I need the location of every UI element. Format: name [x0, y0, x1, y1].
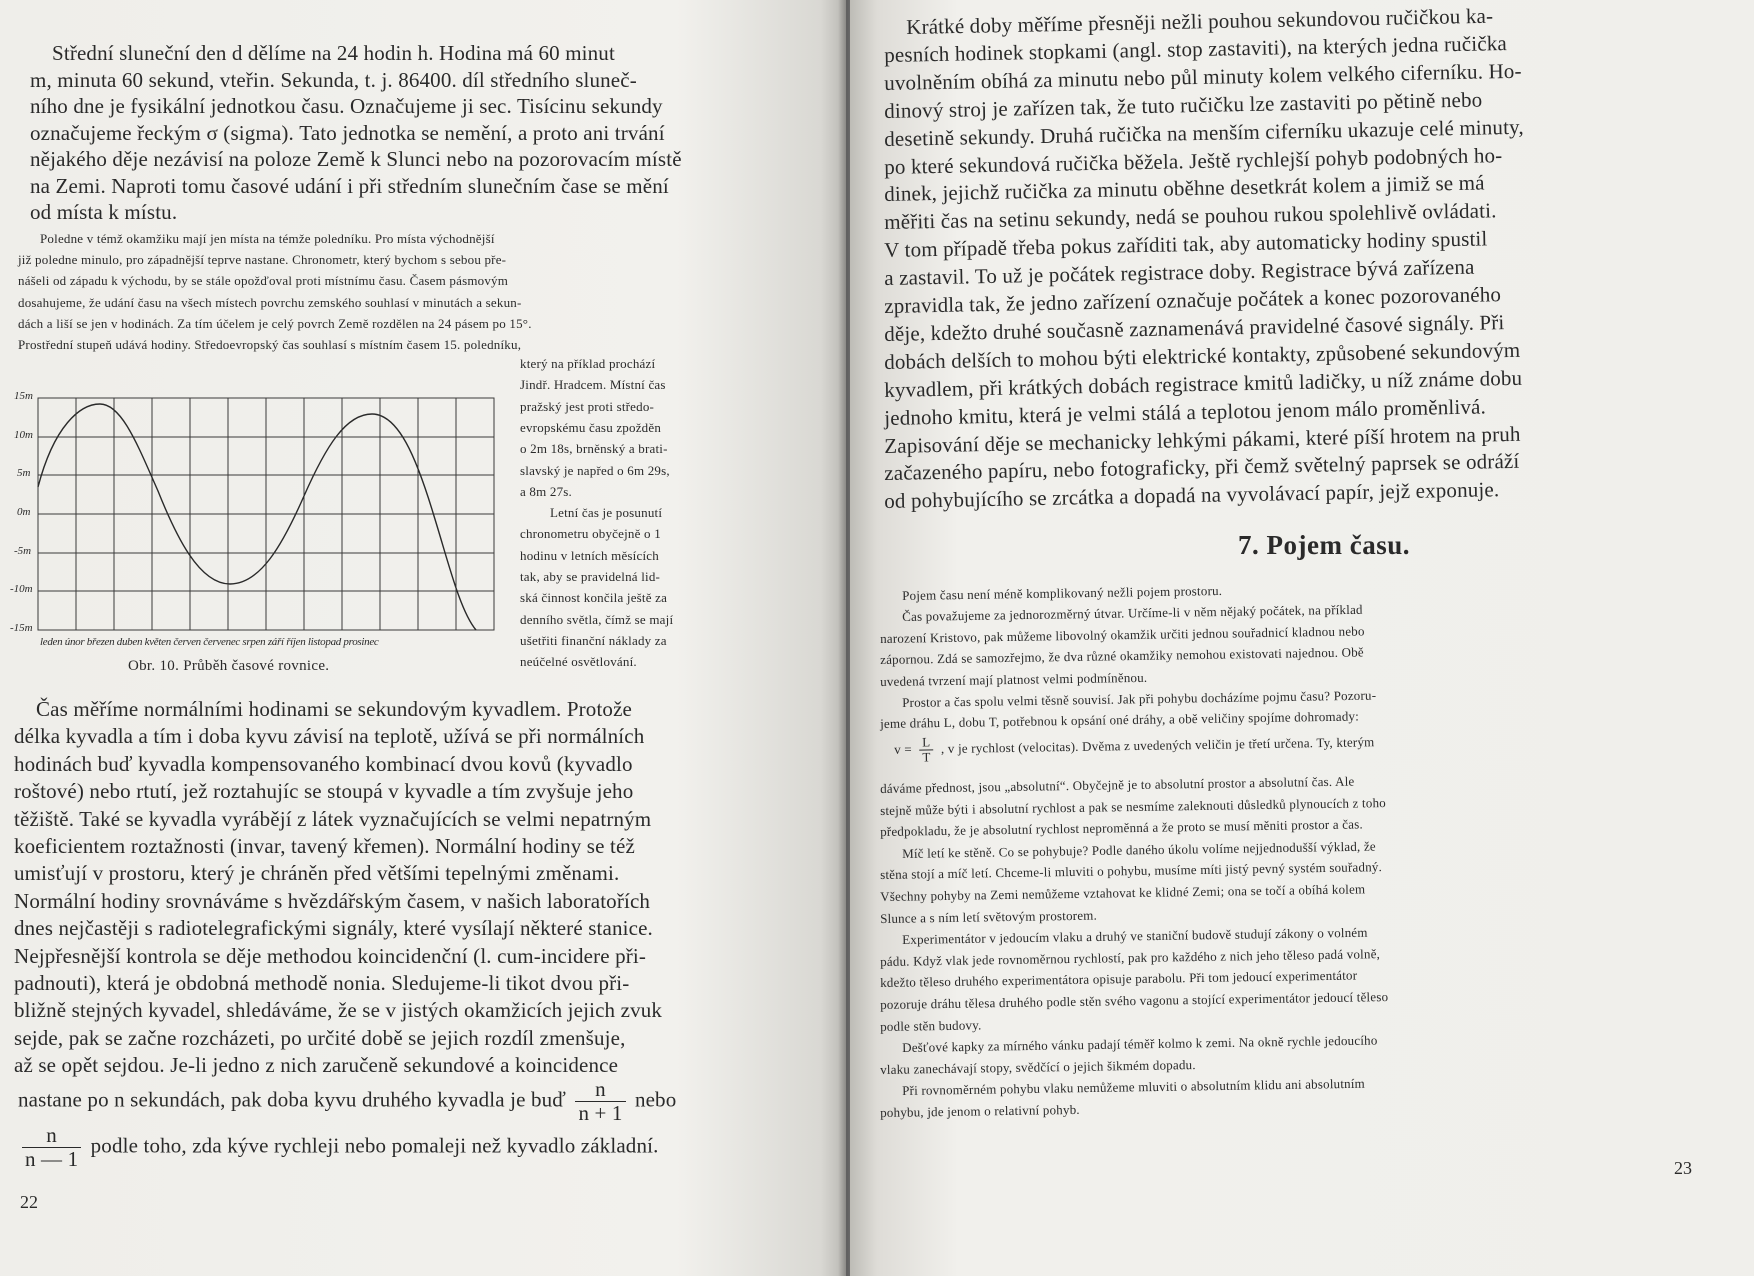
text-line: na Zemi. Naproti tomu časové udání i při středním slunečním čase se mění [30, 173, 669, 198]
text-line: kyvadlem, při krátkých dobách registrace kmitů ladičky, u níž známe dobu [884, 365, 1523, 402]
formula-rest: , v je rychlost (velocitas). Dvěma z uvedených veličin je třetí určena. Ty, kterým [940, 734, 1375, 757]
last-line-text: podle toho, zda kýve rychleji nebo pomaleji než kyvadlo základní. [90, 1133, 659, 1158]
text-line: po které sekundová ručička běžela. Ještě rychlejší pohyb podobných ho- [884, 142, 1503, 179]
small-text-line: Pojem času není méně komplikovaný nežli pojem prostoru. [902, 582, 1223, 603]
side-text-line: hodinu v letních měsících [520, 547, 659, 563]
side-text-line: tak, aby se pravidelná lid- [520, 569, 661, 584]
text-line: těžiště. Také se kyvadla vyrábějí z látek vyznačujících se velmi nepatrným [14, 806, 652, 831]
text-line: desetině sekundy. Druhá ručička na menším ciferníku ukazuje celé minuty, [884, 114, 1524, 151]
text-line: bližně stejných kyvadel, shledáváme, že se v jistých okamžicích jejich zvuk [14, 998, 663, 1023]
side-text-line: který na příklad prochází [520, 356, 656, 371]
text-line: Normální hodiny srovnáváme s hvězdářským časem, v našich laboratořích [14, 888, 651, 913]
fraction-line-after: nebo [634, 1087, 677, 1112]
text-line: měřiti čas na setinu sekundy, nedá se pouhou rukou spolehlivě ovládati. [884, 198, 1497, 235]
text-line: nějakého děje nezávisí na poloze Země k Slunci nebo na pozorovacím místě [30, 147, 682, 171]
side-text-line: a 8m 27s. [520, 483, 572, 499]
last-line [18, 1124, 658, 1171]
right-page [850, 0, 1754, 1276]
text-line: dinový stroj je zařízen tak, že tuto ručičku lze zastaviti po pětině nebo [884, 87, 1483, 123]
side-text-line: Letní čas je posunutí [550, 505, 663, 521]
small-text-line: předpokladu, že je absolutní rychlost neproměnná a že proto se musí měniti prostor a čas. [880, 816, 1364, 840]
text-line: zpravidla tak, že jedno zařízení označuje počátek a konec pozorovaného [884, 282, 1502, 318]
fraction-line [18, 1078, 676, 1125]
fraction2-numerator: n [22, 1124, 81, 1148]
small-text-line: Všechny pohyby na Zemi nemůžeme vztahovat ke klidné Zemi; ona se točí a obíhá kolem [880, 881, 1366, 904]
small-text-line: vlaku zanechávají stopy, svědčící o jejich šikmém dopadu. [880, 1056, 1196, 1077]
small-text-line: Slunce a s ním letí světovým prostorem. [880, 907, 1098, 926]
fraction-n-over-n-plus-1 [575, 1078, 625, 1125]
text-line: až se opět sejdou. Je-li jedno z nich zaručeně sekundové a koincidence [14, 1053, 619, 1078]
small-text-line: uvedená tvrzení mají platnost velmi podmíněnou. [880, 669, 1148, 689]
side-text-line: evropskému času zpožděn [520, 419, 662, 435]
equation-of-time-figure [10, 386, 504, 668]
y-label-minus5: -5m [14, 545, 32, 557]
graph-grid [38, 398, 494, 630]
y-label-15: 15m [14, 390, 33, 402]
side-text-line: slavský je napřed o 6m 29s, [520, 462, 670, 478]
y-label-10: 10m [14, 429, 33, 441]
small-text-line: Čas považujeme za jednorozměrný útvar. Určíme-li v něm nějaký počátek, na příklad [902, 602, 1363, 625]
side-text-line: ská činnost končila ještě za [520, 590, 668, 606]
small-text-line: jeme dráhu L, dobu T, potřebnou k opsání oné dráhy, a obě veličiny spojíme dohromady: [880, 708, 1360, 732]
text-line: od místa k místu. [30, 200, 178, 224]
text-line: m, minuta 60 sekund, vteřin. Sekunda, t. j. 86400. díl středního sluneč- [30, 67, 637, 92]
text-line: Nejpřesnější kontrola se děje methodou koincidenční (l. cum-incidere při- [14, 943, 646, 968]
small-text-line: Experimentátor v jedoucím vlaku a druhý ve staniční budově studují zákony o volném [902, 924, 1368, 948]
text-line: ního dne je fysikální jednotkou času. Označujeme ji sec. Tisícinu sekundy [30, 94, 663, 118]
side-text-line: Jindř. Hradcem. Místní čas [520, 377, 666, 393]
text-line: hodinách buď kyvadla kompensovaného kombinací dvou kovů (kyvadlo [14, 751, 633, 776]
page-number-right: 23 [1674, 1158, 1692, 1178]
fraction-line-text: nastane po n sekundách, pak doba kyvu druhého kyvadla je buď [18, 1087, 567, 1112]
small-text-line: Prostřední stupeň udává hodiny. Středoevropský čas souhlasí s místním časem 15. poledníku, [18, 337, 522, 352]
text-line: dinek, jejichž ručička za minutu oběhne desetkrát kolem a jimiž se má [884, 170, 1485, 207]
small-text-line: pádu. Když vlak jede rovnoměrnou rychlostí, pak pro každého z nich jeho těleso padá volně, [880, 945, 1381, 969]
text-line: padnouti), která je obdobná methodě nonia. Sledujeme-li tikot dvou při- [14, 971, 630, 995]
text-line: označujeme řeckým σ (sigma). Tato jednotka se nemění, a proto ani trvání [30, 120, 665, 145]
small-text-line: narození Kristovo, pak můžeme libovolný okamžik určiti jednou souřadnicí kladnou nebo [880, 623, 1365, 646]
text-line: jednoho kmitu, která je velmi stálá a teplotou jenom málo proměnlivá. [884, 394, 1487, 430]
text-line: roštové) nebo rtutí, jež roztahujíc se stoupá v kyvadle a tím zvyšuje jeho [14, 779, 634, 804]
small-text-line: dách a liší se jen v hodinách. Za tím účelem je celý povrch Země rozdělen na 24 pásem po 15°. [18, 315, 532, 331]
side-text-line: chronometru obyčejně o 1 [520, 526, 661, 542]
text-line: dobách delších to mohou býti elektrické kontakty, způsobené sekundovým [884, 337, 1521, 374]
fraction-n-over-n-minus-1 [22, 1124, 81, 1171]
equation-of-time-graph [14, 386, 504, 668]
page-number-left: 22 [20, 1192, 38, 1212]
formula-numerator: L [919, 735, 933, 751]
side-text-line: denního světla, čímž se mají [520, 611, 674, 627]
fraction-denominator: n + 1 [578, 1101, 623, 1126]
side-text-line: neúčelné osvětlování. [520, 654, 637, 670]
fraction-numerator: n [575, 1078, 625, 1102]
small-text-line: Dešťové kapky za mírného vánku padají téměř kolmo k zemi. Na okně rychle jedoucího [902, 1032, 1378, 1056]
small-text-line: Prostor a čas spolu velmi těsně souvisí. Jak při pohybu docházíme pojmu času? Pozoru- [902, 687, 1377, 710]
small-text-line: Míč letí ke stěně. Co se pohybuje? Podle daného úkolu volíme nejjednodušší výklad, že [902, 838, 1376, 861]
y-label-minus10: -10m [10, 583, 33, 595]
text-line: dnes nejčastěji s radiotelegrafickými signály, které vysílají některé stanice. [14, 916, 653, 941]
x-month-labels: leden únor březen duben květen červen červenec srpen září říjen listopad prosinec [40, 636, 379, 648]
formula-denominator: T [922, 749, 931, 765]
text-line: děje, kdežto druhé současně zaznamenává pravidelné časové signály. Při [884, 309, 1505, 346]
text-line: umisťují v prostoru, který je chráněn před většími tepelnými změnami. [14, 861, 620, 886]
small-text-line: Poledne v témž okamžiku mají jen místa na témže poledníku. Pro místa východnější [40, 231, 495, 246]
y-label-0: 0m [17, 506, 31, 518]
formula-lhs: v = [894, 741, 913, 757]
small-text-line: Při rovnoměrném pohybu vlaku nemůžeme mluviti o absolutním klidu ani absolutním [902, 1076, 1366, 1099]
small-text-line: stejně může býti i absolutní rychlost a pak se nesmíme zaleknouti důsledků plynoucích z toho [880, 794, 1387, 818]
small-text-line: dáváme přednost, jsou „absolutní“. Obyčejně je to absolutní prostor a absolutní čas. Ale [880, 773, 1355, 796]
small-text-line: kdežto těleso druhého experimentátora opisuje parabolu. Při tom jedoucí experimentátor [880, 967, 1358, 991]
small-text-line: zápornou. Zdá se samozřejmo, že dva různé okamžiky nemohou existovati najednou. Obě [880, 644, 1364, 668]
text-line: koeficientem roztažnosti (invar, tavený křemen). Normální hodiny se též [14, 834, 635, 858]
figure-caption: Obr. 10. Průběh časové rovnice. [128, 658, 330, 674]
text-line: sejde, pak se začne rozcházeti, po určité době se jejich rozdíl zmenšuje, [14, 1025, 626, 1050]
left-page [0, 0, 846, 1276]
text-line: Čas měříme normálními hodinami se sekundovým kyvadlem. Protože [36, 697, 633, 721]
formula-fraction [919, 735, 934, 765]
small-text-line: stěna stojí a míč letí. Chceme-li mluviti o pohybu, musíme míti jistý pevný systém souřadný. [880, 859, 1383, 883]
equation-of-time-curve [38, 404, 476, 630]
y-label-5: 5m [17, 467, 31, 479]
text-line: pesních hodinek stopkami (angl. stop zastaviti), na kterých jedna ručička [884, 30, 1508, 67]
small-text-line: dosahujeme, že udání času na všech místech povrchu zemského souhlasí v minutách a sekun- [18, 294, 522, 310]
side-text-line: ušetřiti finanční náklady za [520, 632, 667, 648]
text-line: V tom případě třeba pokus zaříditi tak, aby automaticky hodiny spustil [884, 226, 1488, 263]
y-label-minus15: -15m [10, 622, 33, 634]
small-text-line: pozoruje dráhu tělesa druhého podle stěn svého vagonu a stojící experimentátor jedoucí těleso [880, 989, 1389, 1012]
text-line: a zastavil. To už je počátek registrace doby. Registrace bývá zařízena [884, 254, 1475, 291]
formula-line [894, 728, 1375, 765]
small-text-line: podle stěn budovy. [880, 1017, 982, 1034]
side-text-line: pražský jest proti středo- [520, 398, 655, 414]
text-line: délka kyvadla a tím i doba kyvu závisí na teplotě, užívá se při normálních [14, 724, 645, 749]
side-text-line: o 2m 18s, brněnský a brati- [520, 441, 668, 457]
small-text-line: již poledne minulo, pro západnější teprve nastane. Chronometr, který bychom s sebou pře- [18, 252, 507, 268]
text-line: Krátké doby měříme přesněji nežli pouhou sekundovou ručičkou ka- [906, 3, 1494, 39]
text-line: Střední sluneční den d dělíme na 24 hodin h. Hodina má 60 minut [52, 41, 615, 65]
text-line: od pohybujícího se zrcátka a dopadá na vyvolávací papír, jejž exponuje. [884, 477, 1500, 514]
text-line: uvolněním obíhá za minutu nebo půl minuty kolem velkého ciferníku. Ho- [884, 58, 1522, 95]
section-heading: 7. Pojem času. [1238, 530, 1410, 560]
small-text-line: nášeli od západu k východu, by se stále opožďoval proti místnímu času. Časem pásmovým [18, 273, 509, 289]
small-text-line: pohybu, jde jenom o relativní pohyb. [880, 1101, 1080, 1120]
text-line: Zapisování děje se mechanicky lehkými pákami, které píší hrotem na pruh [884, 421, 1521, 458]
fraction2-denominator: n — 1 [25, 1147, 79, 1172]
text-line: začazeného papíru, nebo fotograficky, při čemž světelný paprsek se odráží [884, 449, 1520, 486]
